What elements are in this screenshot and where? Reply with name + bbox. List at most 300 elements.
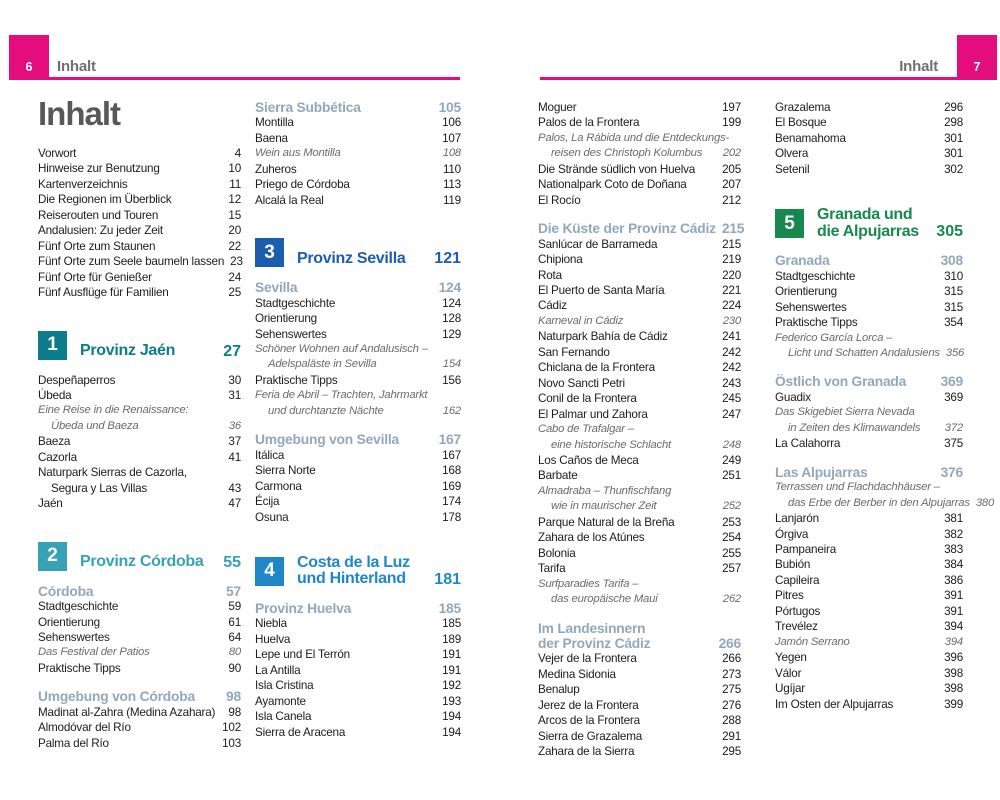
entry-label: Setenil xyxy=(775,162,810,176)
toc-entry xyxy=(538,345,741,360)
entry-label: Surfparadies Tarifa – xyxy=(538,577,639,590)
entry-label: Adelspaläste in Sevilla xyxy=(268,358,377,371)
entry-label: Praktische Tipps xyxy=(775,316,858,330)
toc-entry xyxy=(255,510,461,525)
toc-entry xyxy=(538,283,741,298)
chapter-page: 181 xyxy=(434,570,461,588)
entry-label: Pitres xyxy=(775,589,804,603)
page-number-right: 7 xyxy=(973,60,981,74)
section-page: 369 xyxy=(940,374,963,390)
toc-entry-italic xyxy=(775,496,995,511)
toc-entry xyxy=(538,530,741,545)
toc-entry xyxy=(775,604,963,619)
entry-label: Das Skigebiet Sierra Nevada xyxy=(775,406,915,419)
entry-page: 4 xyxy=(234,147,241,160)
section-label: Sevilla xyxy=(255,280,298,296)
entry-page: 43 xyxy=(228,481,241,495)
entry-page: 242 xyxy=(722,361,741,375)
entry-label: El Bosque xyxy=(775,116,827,130)
entry-label: Schöner Wohnen auf Andalusisch – xyxy=(255,342,428,355)
entry-page: 301 xyxy=(944,147,963,161)
entry-label: El Puerto de Santa María xyxy=(538,283,665,297)
entry-page: 382 xyxy=(944,527,963,541)
entry-label: Zahara de los Atúnes xyxy=(538,531,645,545)
entry-label: Guadix xyxy=(775,390,811,404)
entry-label: wie in maurischer Zeit xyxy=(551,500,657,513)
section-page: 167 xyxy=(438,432,461,448)
entry-label: Baena xyxy=(255,131,288,145)
entry-page: 241 xyxy=(722,330,741,344)
toc-section-header xyxy=(775,253,963,268)
entry-page: 398 xyxy=(944,666,963,680)
entry-label: Arcos de la Frontera xyxy=(538,714,640,728)
entry-label: El Palmar und Zahora xyxy=(538,407,648,421)
entry-label: Sehenswertes xyxy=(775,300,847,314)
toc-entry-italic xyxy=(775,331,963,346)
toc-entry-italic xyxy=(538,422,741,437)
entry-page: 178 xyxy=(442,510,461,524)
toc-entry xyxy=(38,615,241,630)
entry-label: Parque Natural de la Breña xyxy=(538,515,675,529)
toc-entry xyxy=(38,208,241,223)
entry-label: Úbeda xyxy=(38,388,72,402)
entry-label: Orientierung xyxy=(775,285,837,299)
entry-label: Osuna xyxy=(255,510,289,524)
entry-label: Wein aus Montilla xyxy=(255,147,341,160)
entry-label: Sierra Norte xyxy=(255,464,316,478)
entry-label: Licht und Schatten Andalusiens xyxy=(788,346,940,359)
toc-entry xyxy=(775,269,963,284)
toc-entry xyxy=(538,252,741,267)
toc-entry xyxy=(38,373,241,388)
toc-entry xyxy=(775,300,963,315)
entry-page: 169 xyxy=(442,479,461,493)
entry-label: Isla Canela xyxy=(255,710,312,724)
entry-page: 255 xyxy=(722,546,741,560)
toc-entry xyxy=(255,709,461,724)
entry-page: 162 xyxy=(442,404,461,417)
toc-entry xyxy=(38,146,241,161)
chapter-number-badge: 3 xyxy=(255,238,284,267)
entry-page: 369 xyxy=(944,390,963,404)
section-label: Provinz Huelva xyxy=(255,600,352,616)
toc-entry xyxy=(255,663,461,678)
entry-page: 276 xyxy=(722,698,741,712)
toc-entry-italic xyxy=(538,314,741,329)
toc-entry xyxy=(775,146,963,161)
entry-page: 199 xyxy=(722,116,741,130)
entry-page: 247 xyxy=(722,407,741,421)
toc-entry-italic xyxy=(255,146,461,161)
entry-page: 310 xyxy=(944,269,963,283)
entry-label: Cazorla xyxy=(38,450,77,464)
entry-label: Andalusien: Zu jeder Zeit xyxy=(38,224,163,238)
toc-entry xyxy=(538,115,741,130)
entry-label: reisen des Christoph Kolumbus xyxy=(551,147,703,160)
section-page: 57 xyxy=(226,583,241,599)
toc-entry xyxy=(775,436,963,451)
entry-label: Olvera xyxy=(775,147,809,161)
entry-label: Palos de la Frontera xyxy=(538,116,640,130)
toc-chapter-header xyxy=(38,542,241,571)
entry-page: 248 xyxy=(722,438,741,451)
chapter-page: 305 xyxy=(936,223,963,241)
entry-label: Niebla xyxy=(255,617,287,631)
entry-page: 302 xyxy=(944,162,963,176)
entry-page: 354 xyxy=(944,316,963,330)
entry-page: 167 xyxy=(442,448,461,462)
entry-label: Sehenswertes xyxy=(38,630,110,644)
toc-entry-italic xyxy=(538,484,741,499)
section-label: Die Küste der Provinz Cádiz xyxy=(538,221,716,237)
entry-label: Hinweise zur Benutzung xyxy=(38,162,160,176)
chapter-title: Provinz Córdoba xyxy=(80,553,204,571)
section-page: 124 xyxy=(438,280,461,296)
toc-entry xyxy=(538,268,741,283)
toc-column-3 xyxy=(538,100,745,760)
entry-label: Zahara de la Sierra xyxy=(538,745,635,759)
entry-label: Zuheros xyxy=(255,162,297,176)
entry-page: 102 xyxy=(222,721,241,735)
entry-label: Eine Reise in die Renaissance: xyxy=(38,404,189,417)
toc-entry xyxy=(255,494,461,509)
page-title: Inhalt xyxy=(38,95,120,132)
toc-entry xyxy=(538,515,741,530)
toc-entry-italic xyxy=(538,438,741,453)
chapter-number-badge: 4 xyxy=(255,557,284,586)
entry-page: 254 xyxy=(722,531,741,545)
toc-entry xyxy=(255,177,461,192)
toc-entry xyxy=(538,100,741,115)
toc-entry xyxy=(38,450,241,465)
toc-section-header xyxy=(255,601,461,616)
toc-entry xyxy=(538,561,741,576)
entry-page: 252 xyxy=(722,500,741,513)
entry-label: Yegen xyxy=(775,651,807,665)
page-number-badge-left xyxy=(9,35,49,79)
toc-entry xyxy=(775,284,963,299)
entry-page: 191 xyxy=(442,663,461,677)
chapter-number-badge: 5 xyxy=(775,209,804,238)
header-rule-right xyxy=(540,77,997,80)
section-label: Östlich von Granada xyxy=(775,374,907,390)
toc-entry xyxy=(538,651,741,666)
entry-page: 298 xyxy=(944,116,963,130)
entry-label: Nationalpark Coto de Doñana xyxy=(538,178,687,192)
chapter-page: 27 xyxy=(223,342,241,360)
toc-entry xyxy=(38,285,241,300)
entry-page: 189 xyxy=(442,632,461,646)
entry-label: Huelva xyxy=(255,632,291,646)
entry-page: 257 xyxy=(722,562,741,576)
entry-page: 356 xyxy=(945,346,965,359)
toc-entry-italic xyxy=(775,635,963,650)
toc-entry xyxy=(538,237,741,252)
entry-label: Lepe und El Terrón xyxy=(255,648,350,662)
entry-label: Rota xyxy=(538,268,562,282)
entry-page: 110 xyxy=(442,162,461,176)
entry-page: 245 xyxy=(722,392,741,406)
page-number-badge-right xyxy=(957,35,997,79)
entry-page: 275 xyxy=(722,683,741,697)
toc-entry xyxy=(538,713,741,728)
entry-label: Chiclana de la Frontera xyxy=(538,361,655,375)
toc-entry xyxy=(38,177,241,192)
entry-label: Jaén xyxy=(38,497,63,511)
toc-entry xyxy=(538,546,741,561)
section-label: Granada xyxy=(775,253,830,269)
toc-entry-italic xyxy=(38,403,241,418)
entry-page: 249 xyxy=(722,453,741,467)
entry-label: Jerez de la Frontera xyxy=(538,698,639,712)
entry-label: Segura y Las Villas xyxy=(51,481,148,495)
toc-entry xyxy=(255,193,461,208)
entry-page: 108 xyxy=(442,147,461,160)
entry-label: Federico García Lorca – xyxy=(775,331,893,344)
entry-label: Pórtugos xyxy=(775,604,821,618)
toc-entry xyxy=(38,270,241,285)
entry-label: Fünf Orte zum Seele baumeln lassen xyxy=(38,255,225,269)
toc-entry-italic xyxy=(255,404,461,419)
toc-entry xyxy=(538,376,741,391)
entry-page: 205 xyxy=(722,162,741,176)
entry-page: 12 xyxy=(228,193,241,207)
toc-entry xyxy=(255,463,461,478)
section-page: 185 xyxy=(438,600,461,616)
entry-label: Barbate xyxy=(538,469,578,483)
toc-entry xyxy=(38,599,241,614)
entry-page: 90 xyxy=(228,661,241,675)
entry-label: Despeñaperros xyxy=(38,373,116,387)
entry-label: Baeza xyxy=(38,435,71,449)
toc-entry xyxy=(255,448,461,463)
toc-entry xyxy=(538,407,741,422)
entry-label: Palos, La Rábida und die Entdeckungs- xyxy=(538,131,730,144)
entry-page: 384 xyxy=(944,558,963,572)
toc-entry xyxy=(775,527,963,542)
toc-entry xyxy=(538,360,741,375)
header-rule-left xyxy=(9,77,460,80)
toc-entry xyxy=(538,667,741,682)
toc-entry xyxy=(38,736,241,751)
entry-page: 315 xyxy=(944,285,963,299)
entry-page: 221 xyxy=(722,283,741,297)
toc-entry-italic xyxy=(255,342,461,357)
toc-section-header xyxy=(775,465,963,480)
entry-page: 15 xyxy=(228,208,241,222)
toc-entry xyxy=(775,573,963,588)
entry-label: Das Festival der Patios xyxy=(38,646,150,659)
entry-label: Moguer xyxy=(538,101,577,114)
entry-page: 372 xyxy=(944,421,963,434)
entry-label: Fünf Orte zum Staunen xyxy=(38,239,156,253)
header-label-left: Inhalt xyxy=(57,58,96,75)
entry-label: Tarifa xyxy=(538,562,566,576)
entry-page: 194 xyxy=(442,710,461,724)
toc-chapter-header xyxy=(255,555,461,588)
chapter-title: Provinz Jaén xyxy=(80,342,176,360)
toc-entry xyxy=(38,481,241,496)
entry-label: eine historische Schlacht xyxy=(551,438,671,451)
section-label: Im Landesinnern xyxy=(538,620,646,636)
entry-page: 315 xyxy=(944,300,963,314)
toc-entry xyxy=(255,296,461,311)
entry-page: 106 xyxy=(442,116,461,130)
toc-entry xyxy=(38,239,241,254)
toc-entry xyxy=(775,100,963,115)
toc-column-4 xyxy=(775,100,995,712)
toc-entry xyxy=(255,725,461,740)
toc-entry xyxy=(38,630,241,645)
entry-page: 242 xyxy=(722,345,741,359)
entry-page: 20 xyxy=(228,224,241,238)
entry-label: Lanjarón xyxy=(775,512,819,526)
toc-entry-italic xyxy=(775,405,963,420)
entry-page: 37 xyxy=(228,435,241,449)
entry-page: 31 xyxy=(228,388,241,402)
section-page: 376 xyxy=(940,464,963,480)
toc-entry xyxy=(255,647,461,662)
entry-page: 10 xyxy=(228,162,241,176)
entry-label: Feria de Abril – Trachten, Jahrmarkt xyxy=(255,389,428,402)
entry-page: 391 xyxy=(944,604,963,618)
section-label: Sierra Subbética xyxy=(255,100,361,115)
toc-section-header xyxy=(538,621,741,636)
entry-label: Benamahoma xyxy=(775,131,846,145)
entry-label: Benalup xyxy=(538,683,580,697)
entry-page: 61 xyxy=(228,615,241,629)
entry-page: 219 xyxy=(722,253,741,267)
entry-page: 253 xyxy=(722,515,741,529)
entry-label: Die Regionen im Überblick xyxy=(38,193,172,207)
toc-entry xyxy=(38,388,241,403)
entry-page: 192 xyxy=(442,679,461,693)
toc-chapter-header xyxy=(255,238,461,267)
entry-label: Naturpark Sierras de Cazorla, xyxy=(38,466,187,480)
toc-entry xyxy=(255,131,461,146)
entry-label: Vejer de la Frontera xyxy=(538,652,637,666)
chapter-title: Costa de la Luz und Hinterland xyxy=(297,553,410,588)
toc-entry xyxy=(38,223,241,238)
entry-label: Almodóvar del Río xyxy=(38,721,131,735)
entry-page: 262 xyxy=(722,593,741,606)
entry-label: Praktische Tipps xyxy=(255,373,338,387)
toc-entry xyxy=(538,468,741,483)
toc-entry xyxy=(255,694,461,709)
entry-page: 296 xyxy=(944,101,963,114)
entry-page: 381 xyxy=(944,512,963,526)
entry-page: 11 xyxy=(229,177,241,191)
section-page: 266 xyxy=(718,635,741,651)
entry-label: El Rocío xyxy=(538,193,581,207)
toc-entry xyxy=(775,115,963,130)
entry-page: 375 xyxy=(944,437,963,451)
toc-entry xyxy=(775,542,963,557)
entry-page: 64 xyxy=(228,630,241,644)
entry-label: Úbeda und Baeza xyxy=(51,419,139,432)
toc-entry xyxy=(775,588,963,603)
entry-label: Stadtgeschichte xyxy=(255,296,336,310)
entry-label: Reiserouten und Touren xyxy=(38,208,159,222)
entry-page: 396 xyxy=(944,651,963,665)
entry-label: Alcalá la Real xyxy=(255,193,324,207)
entry-label: Conil de la Frontera xyxy=(538,392,637,406)
entry-page: 194 xyxy=(442,725,461,739)
entry-label: Im Osten der Alpujarras xyxy=(775,697,894,711)
toc-entry xyxy=(38,720,241,735)
entry-page: 398 xyxy=(944,682,963,696)
entry-label: Almadraba – Thunfischfang xyxy=(538,484,672,497)
toc-entry xyxy=(775,681,963,696)
toc-entry xyxy=(255,327,461,342)
toc-entry-italic xyxy=(255,388,461,403)
entry-page: 24 xyxy=(228,270,241,284)
entry-page: 202 xyxy=(722,147,741,160)
entry-label: Naturpark Bahía de Cádiz xyxy=(538,330,668,344)
entry-label: und durchtanzte Nächte xyxy=(268,404,384,417)
toc-column-1 xyxy=(38,95,241,751)
toc-entry xyxy=(38,496,241,511)
toc-entry xyxy=(775,666,963,681)
entry-page: 301 xyxy=(944,131,963,145)
toc-entry xyxy=(538,177,741,192)
toc-entry xyxy=(255,678,461,693)
chapter-number-badge: 2 xyxy=(38,542,67,571)
entry-page: 119 xyxy=(442,193,461,207)
toc-entry xyxy=(255,311,461,326)
entry-page: 47 xyxy=(228,497,241,511)
toc-entry xyxy=(538,698,741,713)
toc-entry-italic xyxy=(775,421,963,436)
entry-page: 103 xyxy=(222,736,241,750)
entry-label: Itálica xyxy=(255,448,285,462)
entry-label: Orientierung xyxy=(38,615,100,629)
toc-entry-italic xyxy=(538,131,741,146)
toc-entry-italic xyxy=(538,499,741,514)
entry-page: 41 xyxy=(228,450,241,464)
toc-entry xyxy=(538,329,741,344)
entry-label: Cabo de Trafalgar – xyxy=(538,423,634,436)
toc-entry xyxy=(775,619,963,634)
entry-page: 212 xyxy=(722,193,741,207)
section-label: Umgebung von Córdoba xyxy=(38,689,195,705)
entry-page: 394 xyxy=(944,620,963,634)
entry-page: 113 xyxy=(442,178,461,192)
toc-section-header xyxy=(255,280,461,295)
section-label: Córdoba xyxy=(38,583,94,599)
toc-chapter-header xyxy=(775,207,963,240)
header-label-right: Inhalt xyxy=(899,58,938,75)
toc-entry xyxy=(775,315,963,330)
entry-label: Los Caños de Meca xyxy=(538,453,639,467)
toc-entry xyxy=(38,434,241,449)
chapter-title: Granada und die Alpujarras xyxy=(817,206,919,240)
toc-entry xyxy=(38,465,241,480)
entry-page: 128 xyxy=(442,312,461,326)
entry-label: Bolonia xyxy=(538,546,576,560)
entry-label: Écija xyxy=(255,495,280,509)
section-page: 98 xyxy=(226,689,241,705)
toc-entry xyxy=(538,298,741,313)
entry-label: Sanlúcar de Barrameda xyxy=(538,237,658,251)
entry-page: 230 xyxy=(722,314,741,327)
section-page: 105 xyxy=(438,100,461,115)
entry-label: Stadtgeschichte xyxy=(38,600,119,614)
entry-label: Jamón Serrano xyxy=(775,635,850,648)
entry-page: 156 xyxy=(442,373,461,387)
entry-label: Medina Sidonia xyxy=(538,667,616,681)
entry-page: 288 xyxy=(722,714,741,728)
